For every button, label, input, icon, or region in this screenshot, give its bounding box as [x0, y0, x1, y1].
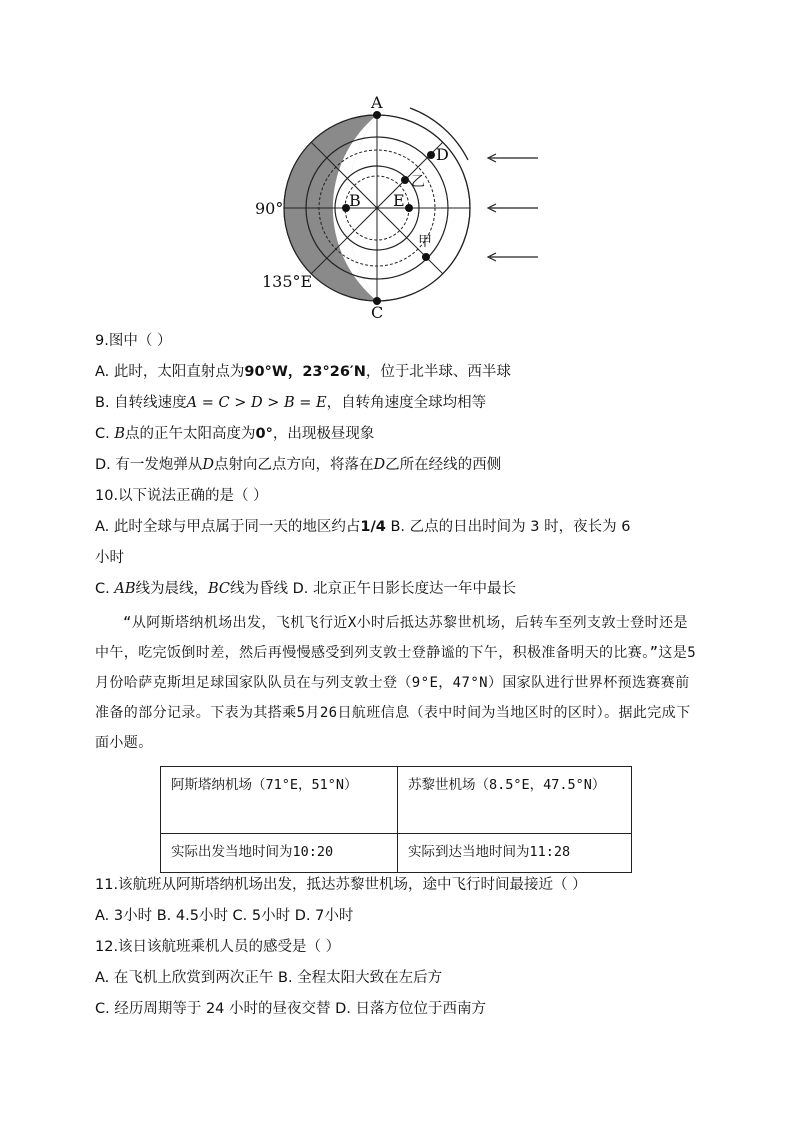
q12-stem: 12.该日该航班乘机人员的感受是（ ）: [95, 939, 341, 955]
q9-d-text: D. 有一发炮弹从: [95, 457, 203, 473]
q9-c-text-2: ，出现极昼现象: [272, 426, 375, 442]
q9-d-math-2: D: [373, 457, 386, 473]
q9-d-math-1: D: [202, 457, 215, 473]
q9-option-c: [95, 424, 374, 444]
q10-b-text: B. 乙点的日出时间为 3 时，夜长为 6: [385, 519, 631, 535]
table-cell-arr-airport: 苏黎世机场（8.5°E，47.5°N）: [398, 767, 632, 834]
label-jia: 甲: [418, 234, 432, 250]
point-yi-dot: [401, 176, 409, 184]
q12-options-cd: C. 经历周期等于 24 小时的昼夜交替 D. 日落方位位于西南方: [95, 1001, 487, 1017]
point-a-dot: [373, 111, 381, 119]
table-cell-dep-airport: 阿斯塔纳机场（71°E，51°N）: [161, 767, 398, 834]
label-a: A: [371, 93, 383, 112]
polar-view-svg: [240, 88, 560, 328]
passage-text: “从阿斯塔纳机场出发，飞机飞行近X小时后抵达苏黎世机场，后转车至列支敦士登时还是中午，吃完饭倒时差，然后再慢慢感受到列支敦士登静谧的下午，积极准备明天的比赛。”这是5月份哈萨克斯坦足球国家队队员在与列支敦士登（9°E，47°N）国家队进行世界杯预选赛赛前准备的部分记录。下表为其搭乘5月26日航班信息（表中时间为当地区时的区时）。据此完成下面小题。: [95, 615, 697, 751]
q9-c-math-1: B: [114, 426, 125, 442]
q9-b-text-2: ，自转角速度全球均相等: [326, 395, 487, 411]
table-row: [161, 834, 632, 873]
q9-d-text-3: 乙所在经线的西侧: [385, 457, 502, 473]
q11-stem: 11.该航班从阿斯塔纳机场出发，抵达苏黎世机场，途中飞行时间最接近（ ）: [95, 877, 587, 893]
q11-options: A. 3小时 B. 4.5小时 C. 5小时 D. 7小时: [95, 908, 354, 924]
table-cell-dep-time: 实际出发当地时间为10:20: [161, 834, 398, 873]
q9-stem: 9.图中（ ）: [95, 333, 172, 349]
q9-option-a: [95, 362, 511, 382]
q10-c-prefix: C.: [95, 581, 115, 597]
q12-options-ab: A. 在飞机上欣赏到两次正午 B. 全程太阳大致在左后方: [95, 970, 443, 986]
q10-a-math: 1/4: [360, 519, 386, 535]
label-yi: 乙: [411, 174, 425, 190]
point-d-dot: [427, 151, 435, 159]
table-row: [161, 767, 632, 834]
label-lon-90: 90°: [255, 199, 284, 218]
point-e-dot: [405, 204, 413, 212]
q9-c-text: 点的正午太阳高度为: [125, 426, 256, 442]
q9-option-d: [95, 455, 501, 475]
q9-c-math-2: 0°: [255, 426, 273, 442]
q10-a-text: A. 此时全球与甲点属于同一天的地区约占: [95, 519, 361, 535]
label-e: E: [393, 191, 405, 210]
q10-stem: 10.以下说法正确的是（ ）: [95, 488, 268, 504]
q10-c-math-2: BC: [207, 581, 231, 597]
q9-a-text-2: ，位于北半球、西半球: [365, 364, 511, 380]
q9-b-math: A = C > D > B = E: [186, 395, 327, 411]
polar-view-diagram: [240, 88, 560, 328]
q9-d-text-2: 点射向乙点方向，将落在: [214, 457, 374, 473]
q10-cd-text: 线为昏线 D. 北京正午日影长度达一年中最长: [230, 581, 517, 597]
label-d: D: [436, 145, 449, 164]
q9-b-text: B. 自转线速度: [95, 395, 187, 411]
q9-a-text: A. 此时，太阳直射点为: [95, 364, 245, 380]
label-lon-135e: 135°E: [262, 272, 313, 291]
q9-c-prefix: C.: [95, 426, 115, 442]
sunlight-arrows: [488, 154, 538, 261]
q10-options-ab: [95, 517, 630, 537]
q10-options-ab-cont: 小时: [95, 550, 124, 566]
point-jia-dot: [422, 253, 430, 261]
label-b: B: [349, 191, 361, 210]
table-cell-arr-time: 实际到达当地时间为11:28: [398, 834, 632, 873]
label-c: C: [371, 303, 384, 322]
q10-c-text: 线为晨线，: [135, 581, 208, 597]
reading-passage: [95, 608, 701, 758]
q9-a-math: 90°W，23°26′N: [244, 364, 366, 380]
q10-c-math-1: AB: [114, 581, 136, 597]
q9-option-b: [95, 393, 486, 413]
q10-options-cd: [95, 579, 516, 599]
flight-info-table: [160, 766, 632, 873]
